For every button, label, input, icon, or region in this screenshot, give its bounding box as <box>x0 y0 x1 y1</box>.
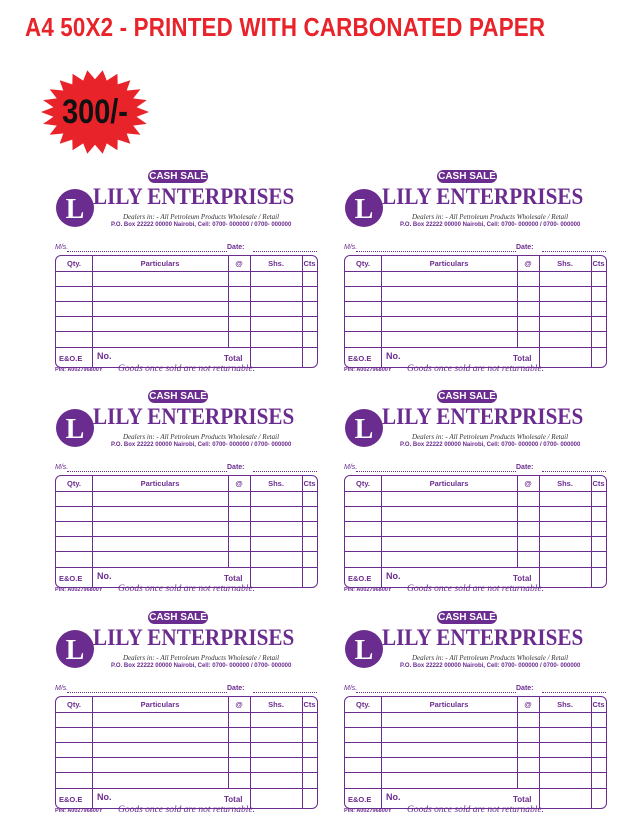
items-table <box>55 696 318 809</box>
dealers-line: Dealers in: - All Petroleum Products Wholesale / Retail <box>122 433 280 441</box>
ms-field <box>67 692 227 693</box>
business-name: LILY ENTERPRISES <box>382 625 584 650</box>
divider <box>56 271 317 272</box>
divider <box>345 788 606 789</box>
col-shs: Shs. <box>557 700 573 709</box>
divider <box>381 567 382 587</box>
divider <box>92 697 93 789</box>
eoe-label: E&O.E <box>59 574 83 583</box>
business-name: LILY ENTERPRISES <box>382 404 584 429</box>
col-shs: Shs. <box>268 700 284 709</box>
col-cts: Cts <box>592 700 605 709</box>
dealers-line: Dealers in: - All Petroleum Products Wholesale / Retail <box>122 213 280 221</box>
customer-date-line <box>344 685 607 695</box>
total-label: Total <box>224 795 243 804</box>
divider <box>539 256 540 367</box>
receipt-card <box>344 611 607 821</box>
eoe-label: E&O.E <box>348 574 372 583</box>
svg-text:L: L <box>65 414 85 445</box>
divider <box>381 697 382 789</box>
cash-sale-badge: CASH SALE <box>149 612 207 623</box>
date-label: Date: <box>516 244 534 251</box>
divider <box>345 301 606 302</box>
cash-sale-badge: CASH SALE <box>438 171 496 182</box>
items-table <box>55 475 318 588</box>
col-at: @ <box>235 479 243 488</box>
lily-logo-icon <box>344 629 384 669</box>
receipt-card <box>55 170 318 380</box>
lily-logo-icon <box>344 408 384 448</box>
dealers-line: Dealers in: - All Petroleum Products Wholesale / Retail <box>411 433 569 441</box>
col-at: @ <box>524 479 532 488</box>
divider <box>517 256 518 348</box>
address-line: P.O. Box 22222 00000 Nairobi, Cell: 0700- 000000 / 0700- 000000 <box>111 442 292 448</box>
lily-logo-icon <box>55 408 95 448</box>
date-field <box>542 471 606 472</box>
address-line: P.O. Box 22222 00000 Nairobi, Cell: 0700- 000000 / 0700- 000000 <box>111 222 292 228</box>
divider <box>345 331 606 332</box>
ms-field <box>356 251 516 252</box>
divider <box>345 727 606 728</box>
divider <box>345 506 606 507</box>
svg-text:L: L <box>354 414 374 445</box>
col-particulars: Particulars <box>429 700 469 709</box>
customer-date-line <box>344 464 607 474</box>
divider <box>56 567 317 568</box>
total-label: Total <box>513 795 532 804</box>
date-field <box>253 251 317 252</box>
ms-label: M/s. <box>344 244 358 251</box>
divider <box>345 286 606 287</box>
items-table <box>344 255 607 368</box>
pin-number: PIN: A002796800Y <box>55 808 103 814</box>
customer-date-line <box>344 244 607 254</box>
business-name: LILY ENTERPRISES <box>93 404 295 429</box>
divider <box>56 286 317 287</box>
divider <box>56 521 317 522</box>
divider <box>56 347 317 348</box>
business-name: LILY ENTERPRISES <box>382 184 584 209</box>
divider <box>56 788 317 789</box>
receipt-card <box>55 390 318 600</box>
date-label: Date: <box>516 464 534 471</box>
divider <box>345 757 606 758</box>
divider <box>381 347 382 367</box>
items-table <box>55 255 318 368</box>
divider <box>591 256 592 367</box>
customer-date-line <box>55 464 318 474</box>
address-line: P.O. Box 22222 00000 Nairobi, Cell: 0700- 000000 / 0700- 000000 <box>111 663 292 669</box>
address-line: P.O. Box 22222 00000 Nairobi, Cell: 0700- 000000 / 0700- 000000 <box>400 663 581 669</box>
col-qty: Qty. <box>66 259 82 268</box>
cash-sale-badge: CASH SALE <box>149 171 207 182</box>
receipt-number-label: No. <box>386 571 401 581</box>
divider <box>302 256 303 367</box>
divider <box>345 712 606 713</box>
business-name: LILY ENTERPRISES <box>93 625 295 650</box>
divider <box>92 256 93 348</box>
eoe-label: E&O.E <box>59 795 83 804</box>
lily-logo-icon <box>55 629 95 669</box>
receipt-card <box>55 611 318 821</box>
receipt-number-label: No. <box>386 351 401 361</box>
divider <box>345 491 606 492</box>
ms-label: M/s. <box>55 685 69 692</box>
eoe-label: E&O.E <box>59 354 83 363</box>
divider <box>250 476 251 587</box>
ms-field <box>356 471 516 472</box>
ms-label: M/s. <box>344 464 358 471</box>
col-cts: Cts <box>303 700 316 709</box>
col-particulars: Particulars <box>140 700 180 709</box>
divider <box>345 567 606 568</box>
divider <box>56 772 317 773</box>
svg-text:L: L <box>65 194 85 225</box>
col-particulars: Particulars <box>429 259 469 268</box>
divider <box>92 567 93 587</box>
divider <box>345 742 606 743</box>
pin-number: PIN: A002796800Y <box>55 587 103 593</box>
divider <box>56 742 317 743</box>
col-qty: Qty. <box>355 259 371 268</box>
receipt-number-label: No. <box>97 571 112 581</box>
ms-label: M/s. <box>55 244 69 251</box>
receipt-card <box>344 170 607 380</box>
col-at: @ <box>524 259 532 268</box>
items-table <box>344 696 607 809</box>
pin-number: PIN: A002796800Y <box>55 367 103 373</box>
col-at: @ <box>235 259 243 268</box>
price-burst <box>40 70 150 154</box>
divider <box>345 551 606 552</box>
divider <box>381 476 382 568</box>
date-field <box>542 251 606 252</box>
divider <box>302 697 303 808</box>
divider <box>345 347 606 348</box>
col-qty: Qty. <box>66 479 82 488</box>
eoe-label: E&O.E <box>348 795 372 804</box>
date-label: Date: <box>227 464 245 471</box>
address-line: P.O. Box 22222 00000 Nairobi, Cell: 0700- 000000 / 0700- 000000 <box>400 222 581 228</box>
divider <box>517 476 518 568</box>
divider <box>56 727 317 728</box>
ms-label: M/s. <box>344 685 358 692</box>
svg-text:L: L <box>65 635 85 666</box>
divider <box>56 331 317 332</box>
divider <box>345 772 606 773</box>
col-shs: Shs. <box>268 259 284 268</box>
svg-text:L: L <box>354 635 374 666</box>
page-headline: A4 50X2 - PRINTED WITH CARBONATED PAPER <box>25 12 546 42</box>
ms-field <box>356 692 516 693</box>
total-label: Total <box>513 574 532 583</box>
divider <box>539 697 540 808</box>
divider <box>92 476 93 568</box>
divider <box>250 697 251 808</box>
items-table <box>344 475 607 588</box>
pin-number: PIN: A002796800Y <box>344 367 392 373</box>
divider <box>56 301 317 302</box>
divider <box>345 536 606 537</box>
divider <box>56 506 317 507</box>
date-label: Date: <box>516 685 534 692</box>
divider <box>591 697 592 808</box>
returns-notice: Goods once sold are not returnable. <box>407 364 545 374</box>
eoe-label: E&O.E <box>348 354 372 363</box>
pin-number: PIN: A002796800Y <box>344 587 392 593</box>
divider <box>228 697 229 789</box>
price-label: 300/- <box>62 93 128 131</box>
pin-number: PIN: A002796800Y <box>344 808 392 814</box>
col-qty: Qty. <box>355 700 371 709</box>
col-cts: Cts <box>303 259 316 268</box>
returns-notice: Goods once sold are not returnable. <box>407 584 545 594</box>
divider <box>591 476 592 587</box>
dealers-line: Dealers in: - All Petroleum Products Wholesale / Retail <box>411 213 569 221</box>
cash-sale-badge: CASH SALE <box>438 391 496 402</box>
date-field <box>542 692 606 693</box>
divider <box>228 476 229 568</box>
col-particulars: Particulars <box>140 259 180 268</box>
date-field <box>253 471 317 472</box>
col-cts: Cts <box>592 479 605 488</box>
receipt-number-label: No. <box>97 792 112 802</box>
divider <box>56 712 317 713</box>
divider <box>381 788 382 808</box>
returns-notice: Goods once sold are not returnable. <box>407 805 545 815</box>
lily-logo-icon <box>344 188 384 228</box>
ms-label: M/s. <box>55 464 69 471</box>
col-shs: Shs. <box>557 259 573 268</box>
col-shs: Shs. <box>557 479 573 488</box>
total-label: Total <box>224 354 243 363</box>
divider <box>56 536 317 537</box>
address-line: P.O. Box 22222 00000 Nairobi, Cell: 0700- 000000 / 0700- 000000 <box>400 442 581 448</box>
col-cts: Cts <box>303 479 316 488</box>
returns-notice: Goods once sold are not returnable. <box>118 584 256 594</box>
divider <box>517 697 518 789</box>
receipt-number-label: No. <box>386 792 401 802</box>
divider <box>92 788 93 808</box>
business-name: LILY ENTERPRISES <box>93 184 295 209</box>
customer-date-line <box>55 244 318 254</box>
total-label: Total <box>224 574 243 583</box>
ms-field <box>67 251 227 252</box>
divider <box>228 256 229 348</box>
divider <box>302 476 303 587</box>
date-field <box>253 692 317 693</box>
col-qty: Qty. <box>66 700 82 709</box>
divider <box>250 256 251 367</box>
divider <box>56 757 317 758</box>
col-particulars: Particulars <box>429 479 469 488</box>
dealers-line: Dealers in: - All Petroleum Products Wholesale / Retail <box>122 654 280 662</box>
ms-field <box>67 471 227 472</box>
cash-sale-badge: CASH SALE <box>438 612 496 623</box>
divider <box>345 521 606 522</box>
receipt-card <box>344 390 607 600</box>
returns-notice: Goods once sold are not returnable. <box>118 805 256 815</box>
receipt-number-label: No. <box>97 351 112 361</box>
col-particulars: Particulars <box>140 479 180 488</box>
divider <box>345 316 606 317</box>
customer-date-line <box>55 685 318 695</box>
svg-text:L: L <box>354 194 374 225</box>
lily-logo-icon <box>55 188 95 228</box>
col-shs: Shs. <box>268 479 284 488</box>
col-qty: Qty. <box>355 479 371 488</box>
returns-notice: Goods once sold are not returnable. <box>118 364 256 374</box>
dealers-line: Dealers in: - All Petroleum Products Wholesale / Retail <box>411 654 569 662</box>
divider <box>56 491 317 492</box>
col-cts: Cts <box>592 259 605 268</box>
col-at: @ <box>524 700 532 709</box>
divider <box>92 347 93 367</box>
divider <box>381 256 382 348</box>
divider <box>345 271 606 272</box>
date-label: Date: <box>227 244 245 251</box>
divider <box>56 316 317 317</box>
cash-sale-badge: CASH SALE <box>149 391 207 402</box>
date-label: Date: <box>227 685 245 692</box>
total-label: Total <box>513 354 532 363</box>
divider <box>539 476 540 587</box>
col-at: @ <box>235 700 243 709</box>
divider <box>56 551 317 552</box>
